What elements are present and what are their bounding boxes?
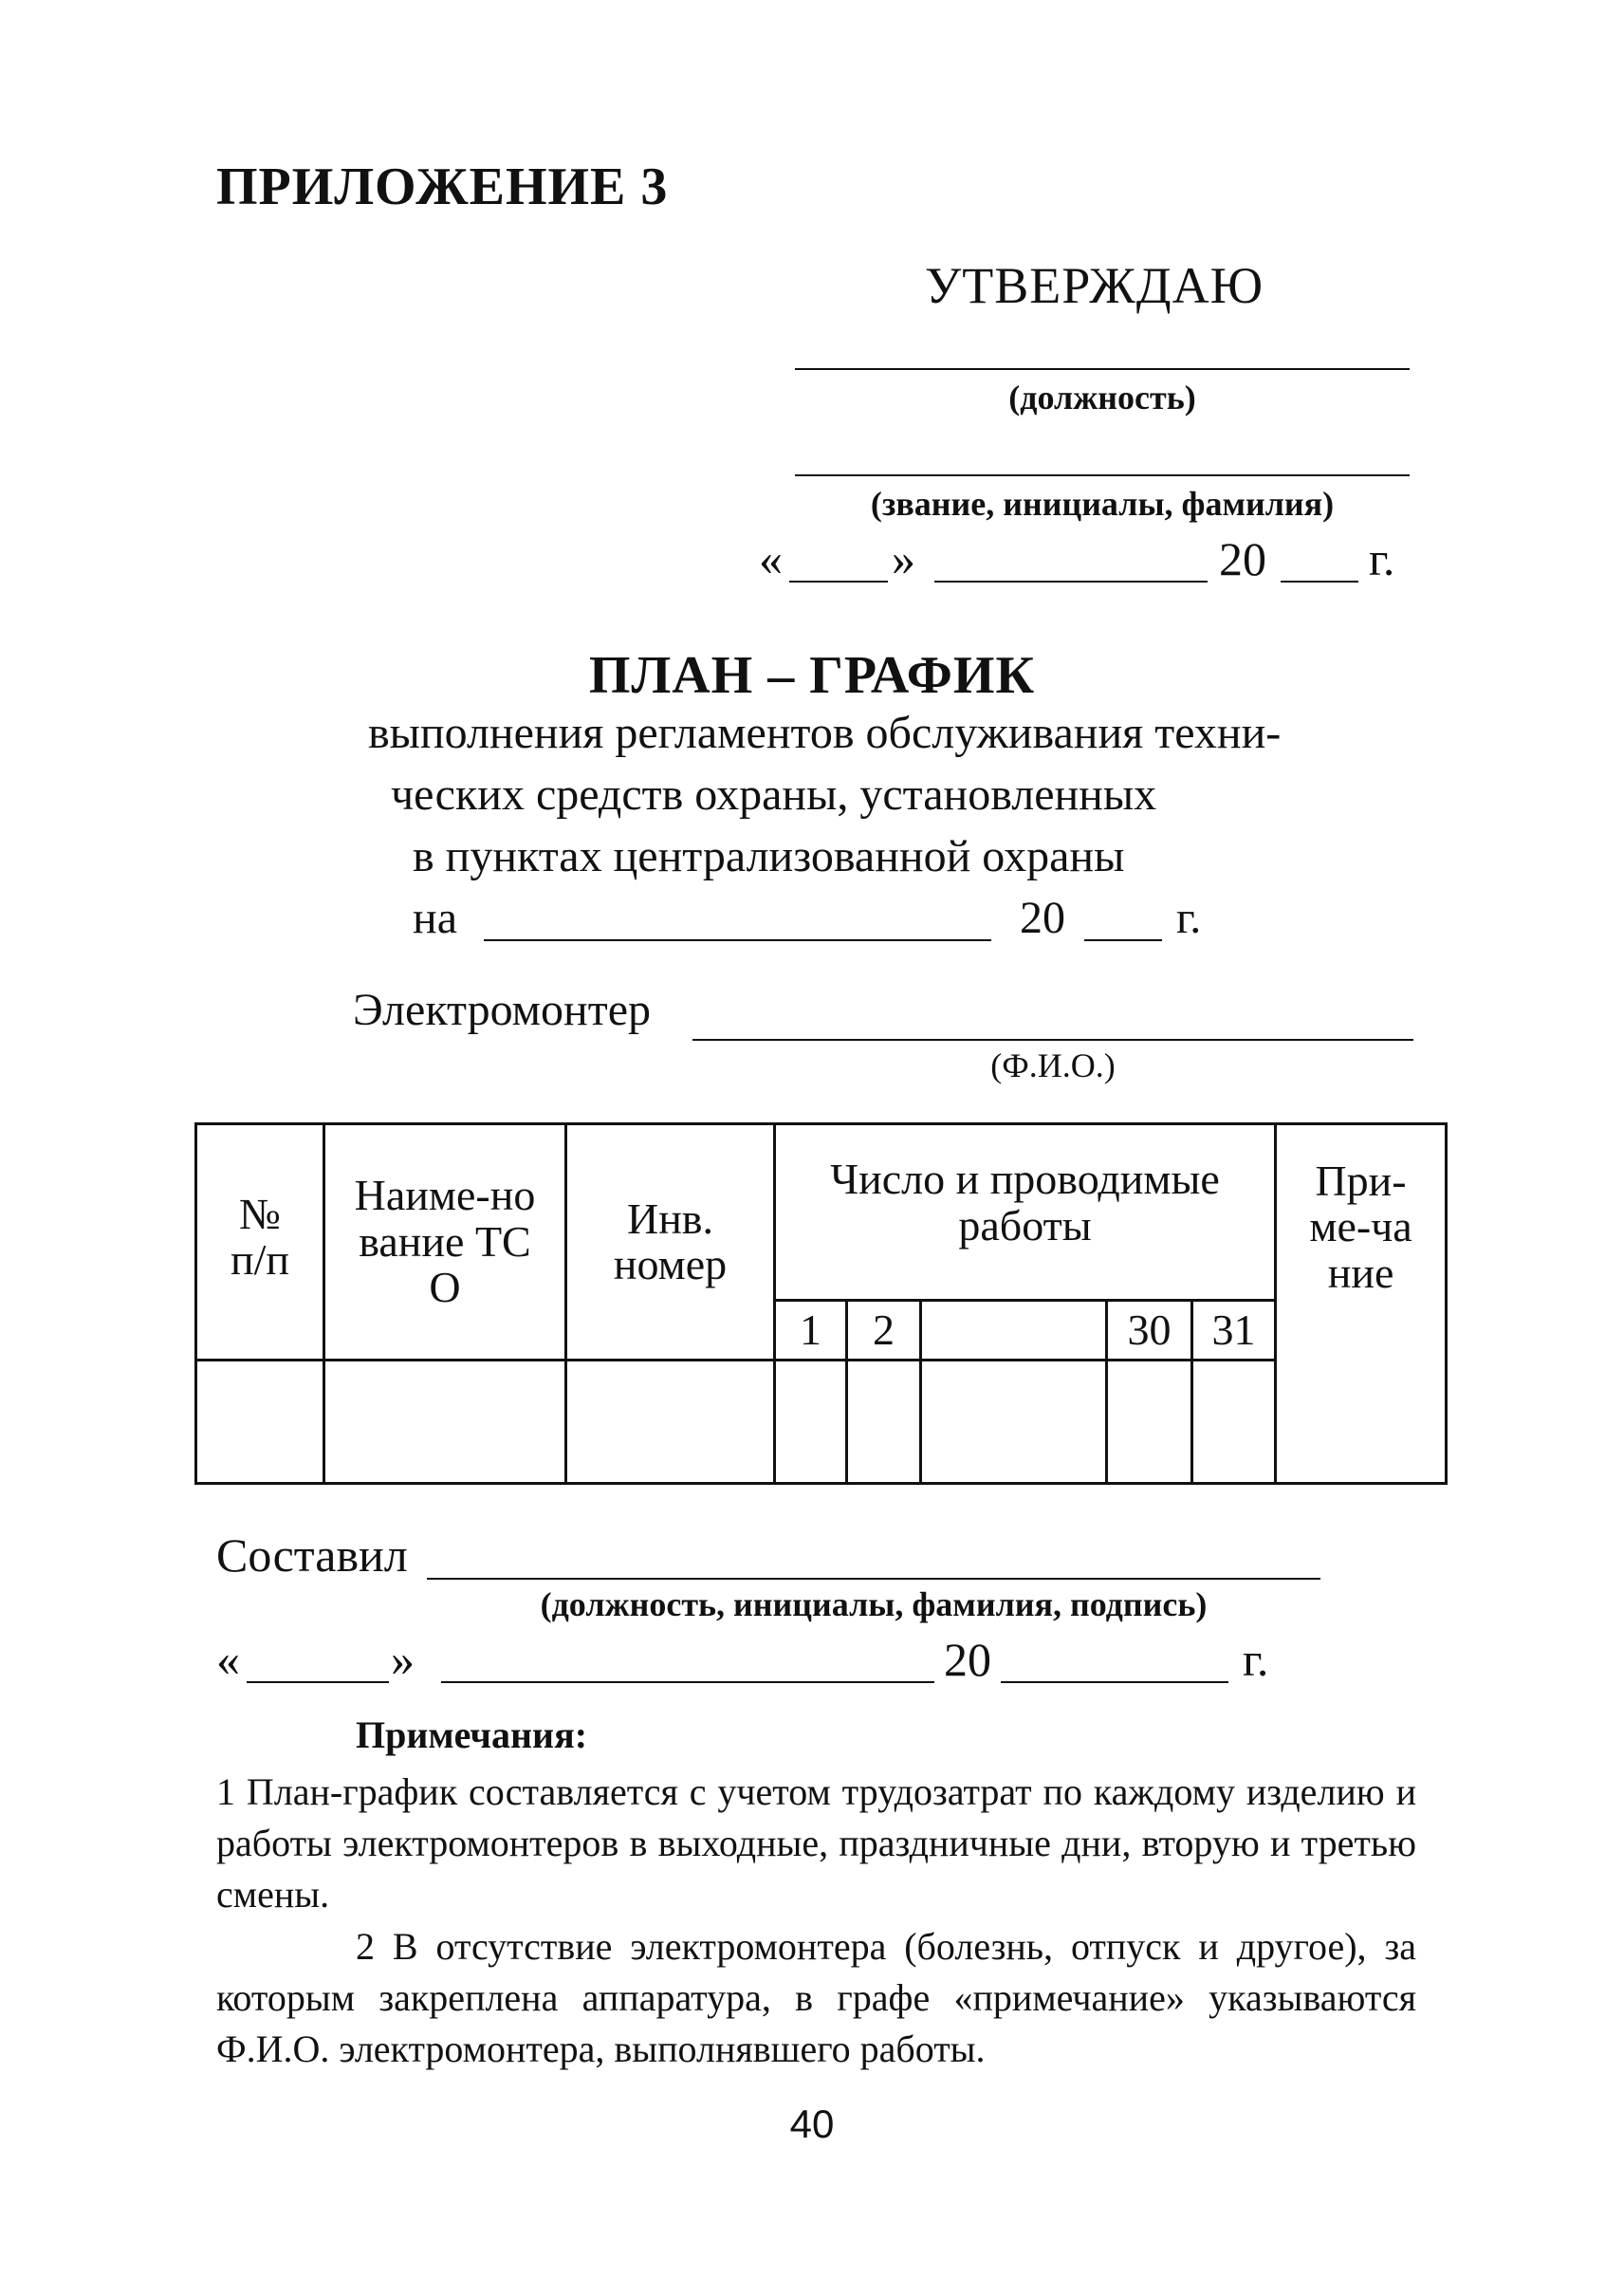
electrician-caption: (Ф.И.О.) xyxy=(990,1046,1116,1084)
header-inventory-text: Инв. номер xyxy=(613,1194,728,1288)
day-31-cell: 31 xyxy=(1192,1301,1276,1360)
compiled-close-quote: » xyxy=(391,1633,415,1686)
appendix-heading: ПРИЛОЖЕНИЕ 3 xyxy=(216,157,669,216)
electrician-label: Электромонтер xyxy=(353,985,651,1035)
compiled-year-suffix: г. xyxy=(1243,1633,1269,1686)
day-gap-cell xyxy=(921,1301,1107,1360)
note-2-text: 2 В отсутствие электромонтера (болезнь, отпуск и другое), за которым закреплена аппаратура, в графе «примечание» указываются Ф.И.О. электромонтера, выполнявшего работы. xyxy=(216,1925,1416,2070)
compiled-day-line xyxy=(247,1681,389,1683)
header-note-text: При-ме-чание xyxy=(1309,1157,1412,1297)
plan-year-suffix: г. xyxy=(1176,893,1202,943)
data-cell-day-gap xyxy=(921,1360,1107,1483)
data-cell-inventory xyxy=(566,1360,775,1483)
header-number xyxy=(196,1124,324,1361)
compiled-year-prefix: 20 xyxy=(944,1633,991,1686)
name-line xyxy=(795,474,1410,476)
compiled-year-line xyxy=(1001,1681,1228,1683)
note-2 xyxy=(216,1921,1416,2075)
header-name-text: Наиме-нование ТСО xyxy=(354,1171,536,1311)
header-number-text: № п/п xyxy=(230,1189,289,1284)
approve-heading: УТВЕРЖДАЮ xyxy=(925,257,1264,314)
approve-year-line xyxy=(1281,581,1358,583)
data-cell-day-31 xyxy=(1192,1360,1276,1483)
plan-year-prefix: 20 xyxy=(1020,893,1065,943)
approve-date-open-quote: « xyxy=(759,532,783,585)
header-inventory xyxy=(566,1124,775,1361)
subtitle-line-3: в пунктах централизованной охраны xyxy=(413,831,1125,881)
header-days-text: Число и проводимые работы xyxy=(830,1155,1220,1250)
header-note xyxy=(1276,1124,1447,1484)
data-cell-name xyxy=(324,1360,566,1483)
data-cell-day-2 xyxy=(847,1360,921,1483)
plan-year-line xyxy=(1084,939,1162,941)
approve-day-line xyxy=(789,581,888,583)
plan-period-line xyxy=(484,939,991,941)
name-caption: (звание, инициалы, фамилия) xyxy=(870,485,1335,523)
position-caption: (должность) xyxy=(1008,379,1196,417)
day-2-cell: 2 xyxy=(847,1301,921,1360)
day-30-cell: 30 xyxy=(1107,1301,1192,1360)
header-name xyxy=(324,1124,566,1361)
notes-heading: Примечания: xyxy=(356,1713,588,1756)
header-days xyxy=(775,1124,1276,1301)
plan-title: ПЛАН – ГРАФИК xyxy=(588,646,1036,705)
day-1-cell: 1 xyxy=(775,1301,847,1360)
position-line xyxy=(795,368,1410,370)
electrician-line xyxy=(692,1039,1413,1041)
schedule-table xyxy=(194,1122,1448,1485)
subtitle-line-2: ческих средств охраны, установленных xyxy=(391,769,1157,820)
data-cell-day-1 xyxy=(775,1360,847,1483)
approve-year-prefix: 20 xyxy=(1219,532,1266,585)
note-1 xyxy=(216,1767,1416,1920)
subtitle-line-1: выполнения регламентов обслуживания техни- xyxy=(368,708,1282,758)
compiled-label: Составил xyxy=(216,1528,408,1582)
data-cell-number xyxy=(196,1360,324,1483)
compiled-open-quote: « xyxy=(216,1633,240,1686)
page-number: 40 xyxy=(789,2102,835,2146)
approve-month-line xyxy=(934,581,1208,583)
data-cell-day-30 xyxy=(1107,1360,1192,1483)
compiled-month-line xyxy=(441,1681,934,1683)
approve-year-suffix: г. xyxy=(1369,532,1395,585)
compiled-line xyxy=(427,1578,1320,1580)
compiled-caption: (должность, инициалы, фамилия, подпись) xyxy=(540,1585,1208,1623)
approve-date-close-quote: » xyxy=(892,532,915,585)
plan-on-label: на xyxy=(413,893,457,943)
note-1-text: 1 План-график составляется с учетом трудозатрат по каждому изделию и работы электромонтеров в выходные, праздничные дни, вторую и третью смены. xyxy=(216,1770,1416,1916)
